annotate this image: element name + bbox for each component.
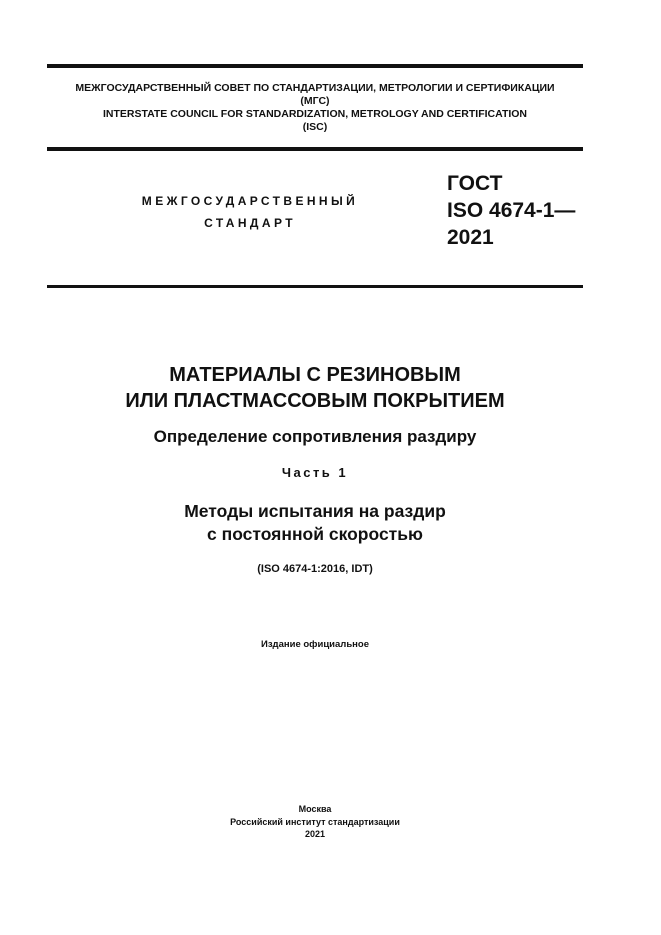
- standard-designation: [447, 170, 575, 251]
- designation-line3: 2021: [447, 226, 494, 249]
- subtitle: Определение сопротивления раздиру: [153, 427, 477, 446]
- standard-type-line2: СТАНДАРТ: [204, 216, 296, 230]
- council-ru-name: МЕЖГОСУДАРСТВЕННЫЙ СОВЕТ ПО СТАНДАРТИЗАЦИИ, МЕТРОЛОГИИ И СЕРТИФИКАЦИИ: [75, 82, 555, 94]
- designation-rule: [47, 285, 583, 288]
- part-number: Часть 1: [281, 465, 349, 480]
- part-title-line1: Методы испытания на раздир: [184, 501, 446, 521]
- publisher-city: Москва: [298, 804, 332, 814]
- part-title-line2: с постоянной скоростью: [207, 524, 423, 544]
- publisher-institute: Российский институт стандартизации: [230, 816, 400, 827]
- part-title: [47, 500, 583, 546]
- publisher-info: [47, 803, 583, 841]
- edition-note: Издание официальное: [261, 639, 369, 650]
- main-title-line2: ИЛИ ПЛАСТМАССОВЫМ ПОКРЫТИЕМ: [125, 390, 505, 412]
- council-header: [47, 82, 583, 134]
- council-en-abbr: (ISC): [302, 121, 328, 133]
- header-rule: [47, 147, 583, 151]
- designation-line1: ГОСТ: [447, 172, 503, 195]
- iso-reference: (ISO 4674-1:2016, IDT): [257, 563, 373, 575]
- council-en-name: INTERSTATE COUNCIL FOR STANDARDIZATION, METROLOGY AND CERTIFICATION: [102, 108, 528, 120]
- main-title: [47, 362, 583, 414]
- council-ru-abbr: (МГС): [300, 95, 330, 107]
- top-rule: [47, 64, 583, 68]
- publication-year: 2021: [304, 829, 326, 839]
- standard-type-label: [100, 190, 400, 234]
- designation-line2: ISO 4674-1—: [447, 199, 576, 222]
- main-title-line1: МАТЕРИАЛЫ С РЕЗИНОВЫМ: [169, 364, 461, 386]
- standard-type-line1: МЕЖГОСУДАРСТВЕННЫЙ: [141, 194, 359, 208]
